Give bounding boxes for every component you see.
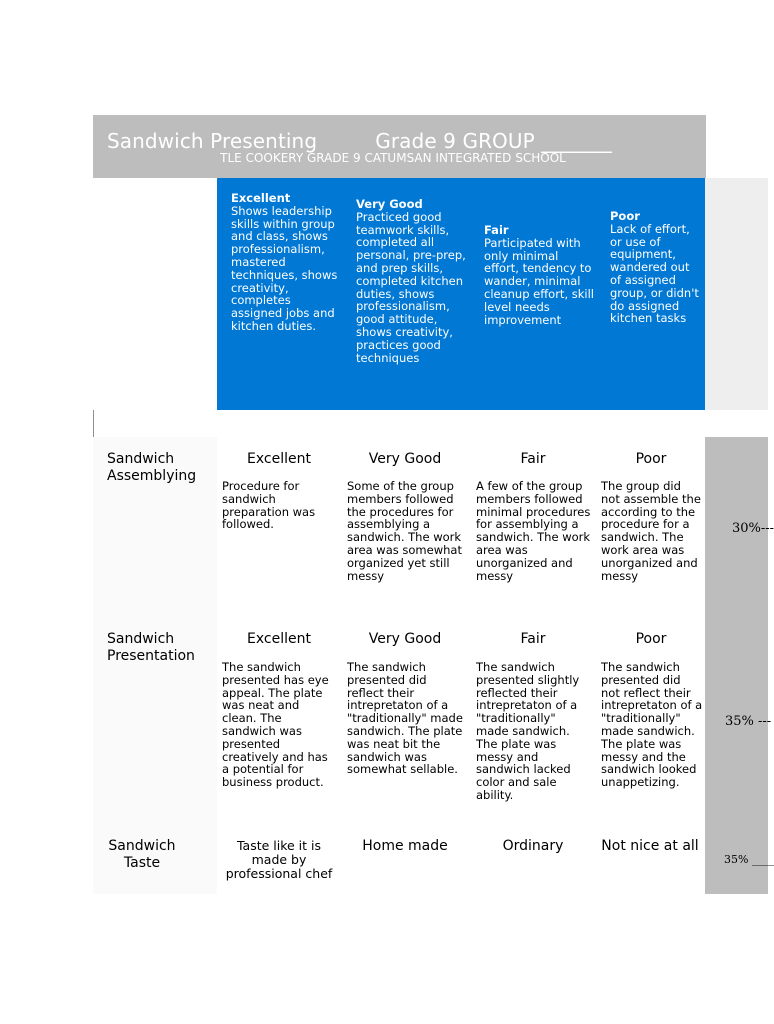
- level-excellent: [231, 192, 341, 333]
- col-head-excellent: Excellent: [247, 451, 311, 467]
- col-head-very-good: Home made: [362, 838, 448, 854]
- percent-presentation: 35% ---: [725, 714, 772, 729]
- level-desc: Lack of effort, or use of equipment, wandered out of assigned group, or didn't do assigned kitchen tasks: [610, 221, 699, 326]
- level-name: Excellent: [231, 191, 291, 205]
- page-title: Sandwich Presenting Grade 9 GROUP _______: [107, 129, 612, 153]
- col-head-very-good: Very Good: [368, 631, 442, 647]
- cell-text: The sandwich presented did not reflect their intrepretaton of a "traditionally" made sandwich. The plate was messy and the sandwich looked unappetizing.: [601, 660, 703, 790]
- level-poor: [610, 210, 700, 325]
- col-head-fair: Ordinary: [502, 838, 564, 854]
- level-desc: Participated with only minimal effort, tendency to wander, minimal cleanup effort, skill level needs improvement: [484, 235, 594, 327]
- level-name: Fair: [484, 223, 509, 237]
- level-name: Very Good: [356, 197, 423, 211]
- page-subtitle: TLE COOKERY GRADE 9 CATUMSAN INTEGRATED SCHOOL: [220, 151, 566, 165]
- level-name: Poor: [610, 209, 640, 223]
- levels-side-panel: [705, 178, 768, 410]
- percent-assemblying: 30%---: [732, 521, 774, 536]
- level-very-good: [356, 198, 468, 364]
- col-head-fair: Fair: [520, 631, 546, 647]
- level-desc: Shows leadership skills within group and class, shows professionalism, mastered techniques, shows creativity, completes assigned jobs and kitchen duties.: [231, 203, 338, 333]
- col-head-excellent: Excellent: [247, 631, 311, 647]
- level-fair: [484, 224, 594, 326]
- cell-text: The sandwich presented did reflect their intrepretaton of a "traditionally" made sandwich. The plate was neat bit the sandwich was somewhat sellable.: [347, 660, 463, 777]
- percent-taste: 35% ____: [724, 853, 774, 866]
- label-column: [93, 437, 217, 894]
- cell-text: The sandwich presented has eye appeal. The plate was neat and clean. The sandwich was presented creatively and has a potential for business product.: [222, 660, 329, 790]
- col-head-poor: Poor: [635, 451, 667, 467]
- percent-column: [705, 437, 768, 894]
- cell-text: Some of the group members followed the procedures for assemblying a sandwich. The work area was somewhat organized yet still messy: [347, 479, 462, 583]
- cell-text: The sandwich presented slightly reflected their intrepretaton of a "traditionally" made sandwich. The plate was messy and sandwich lacked color and sale ability.: [476, 660, 580, 802]
- level-desc: Practiced good teamwork skills, completed all personal, pre-prep, and prep skills, completed kitchen duties, shows professionalism, good attitude, shows creativity, practices good techniques: [356, 209, 466, 365]
- cell-text: A few of the group members followed minimal procedures for assemblying a sandwich. The work area was unorganized and messy: [476, 479, 591, 583]
- cell-text: Procedure for sandwich preparation was followed.: [222, 479, 316, 532]
- col-head-excellent: Taste like it is made by professional chef: [225, 838, 333, 881]
- col-head-very-good: Very Good: [368, 451, 442, 467]
- col-head-poor: Poor: [635, 631, 667, 647]
- divider-line: [93, 410, 94, 438]
- col-head-poor: Not nice at all: [601, 838, 699, 854]
- cell-text: The group did not assemble the according to the procedure for a sandwich. The work area was unorganized and messy: [601, 479, 701, 583]
- col-head-fair: Fair: [520, 451, 546, 467]
- row-label-presentation: Sandwich Presentation: [107, 631, 195, 664]
- row-label-taste: Sandwich Taste: [108, 838, 176, 871]
- row-label-assemblying: Sandwich Assemblying: [107, 451, 197, 484]
